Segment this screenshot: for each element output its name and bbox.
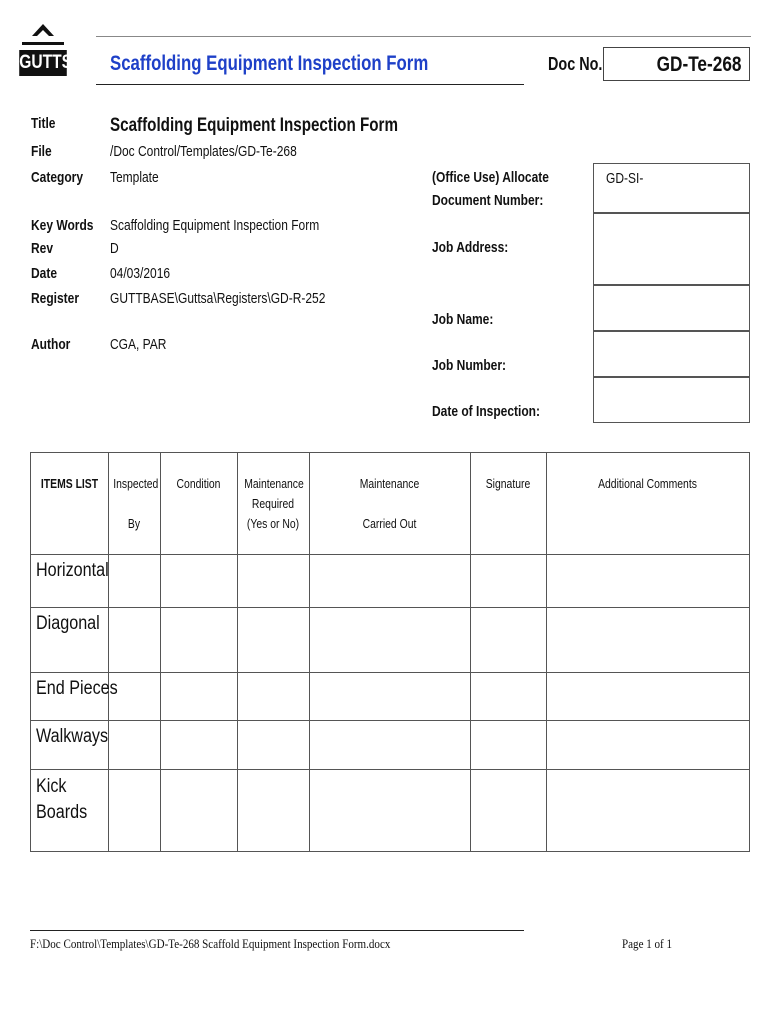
col-divider <box>108 453 109 851</box>
job-name-field[interactable] <box>593 285 750 331</box>
header-maint-out-1: Maintenance <box>359 476 420 491</box>
meta-register-value: GUTTBASE\Guttsa\Registers\GD-R-252 <box>110 290 326 307</box>
row-divider <box>31 554 749 555</box>
col-divider <box>546 453 547 851</box>
row-label-boards: Boards <box>36 802 88 823</box>
meta-register-label: Register <box>31 290 80 307</box>
logo-text: GUTTSA <box>19 50 67 76</box>
doc-no-label: Doc No. <box>548 54 603 74</box>
meta-date-value: 04/03/2016 <box>110 265 171 282</box>
row-divider <box>31 769 749 770</box>
doc-no-box <box>603 47 750 81</box>
col-divider <box>470 453 471 851</box>
inspection-table <box>30 452 750 852</box>
meta-author-label: Author <box>31 336 71 353</box>
meta-category-value: Template <box>110 169 159 186</box>
doc-no-value: GD-Te-268 <box>656 53 741 76</box>
header-maint-required-2: Required <box>251 496 295 511</box>
job-address-field[interactable] <box>593 213 750 285</box>
header-condition: Condition <box>176 476 221 491</box>
meta-file-value: /Doc Control/Templates/GD-Te-268 <box>110 143 297 160</box>
date-of-inspection-field[interactable] <box>593 377 750 423</box>
job-number-label: Job Number: <box>432 357 507 374</box>
header-additional-comments: Additional Comments <box>598 476 697 491</box>
header-signature: Signature <box>485 476 531 491</box>
meta-title-value: Scaffolding Equipment Inspection Form <box>110 115 398 136</box>
header-maint-required-1: Maintenance <box>244 476 304 491</box>
col-divider <box>309 453 310 851</box>
meta-author-value: CGA, PAR <box>110 336 167 353</box>
col-divider <box>160 453 161 851</box>
header-inspected-by-1: Inspected <box>113 476 159 491</box>
meta-keywords-value: Scaffolding Equipment Inspection Form <box>110 217 320 234</box>
date-of-inspection-label: Date of Inspection: <box>432 403 541 420</box>
allocate-label-line1: (Office Use) Allocate <box>432 169 549 186</box>
header-maint-required-3: (Yes or No) <box>246 516 300 531</box>
job-address-label: Job Address: <box>432 239 509 256</box>
meta-keywords-label: Key Words <box>31 217 94 234</box>
footer-rule <box>30 930 524 931</box>
header-underline <box>96 84 524 85</box>
allocate-doc-number-value: GD-SI- <box>606 170 644 187</box>
footer-file-path: F:\Doc Control\Templates\GD-Te-268 Scaffold Equipment Inspection Form.docx <box>30 936 391 951</box>
header-maint-out-2: Carried Out <box>362 516 417 531</box>
row-divider <box>31 672 749 673</box>
job-name-label: Job Name: <box>432 311 494 328</box>
row-label-kick: Kick <box>36 776 67 797</box>
header-top-rule <box>96 36 751 37</box>
meta-file-label: File <box>31 143 52 160</box>
row-label-end-pieces: End Pieces <box>36 678 118 699</box>
job-number-field[interactable] <box>593 331 750 377</box>
row-label-diagonal: Diagonal <box>36 613 100 634</box>
col-divider <box>237 453 238 851</box>
header-items-list: ITEMS LIST <box>40 476 99 491</box>
row-divider <box>31 607 749 608</box>
meta-title-label: Title <box>31 115 56 132</box>
allocate-label-line2: Document Number: <box>432 192 544 209</box>
logo-roof-icon <box>14 20 72 50</box>
footer-page-number: Page 1 of 1 <box>622 936 673 951</box>
meta-rev-value: D <box>110 240 119 257</box>
row-label-horizontal: Horizontal <box>36 560 109 581</box>
row-label-walkways: Walkways <box>36 726 109 747</box>
meta-category-label: Category <box>31 169 84 186</box>
header-inspected-by-2: By <box>127 516 141 531</box>
meta-date-label: Date <box>31 265 58 282</box>
page-title: Scaffolding Equipment Inspection Form <box>110 52 429 75</box>
allocate-doc-number-field[interactable] <box>593 163 750 213</box>
meta-rev-label: Rev <box>31 240 54 257</box>
company-logo <box>14 20 84 82</box>
row-divider <box>31 720 749 721</box>
